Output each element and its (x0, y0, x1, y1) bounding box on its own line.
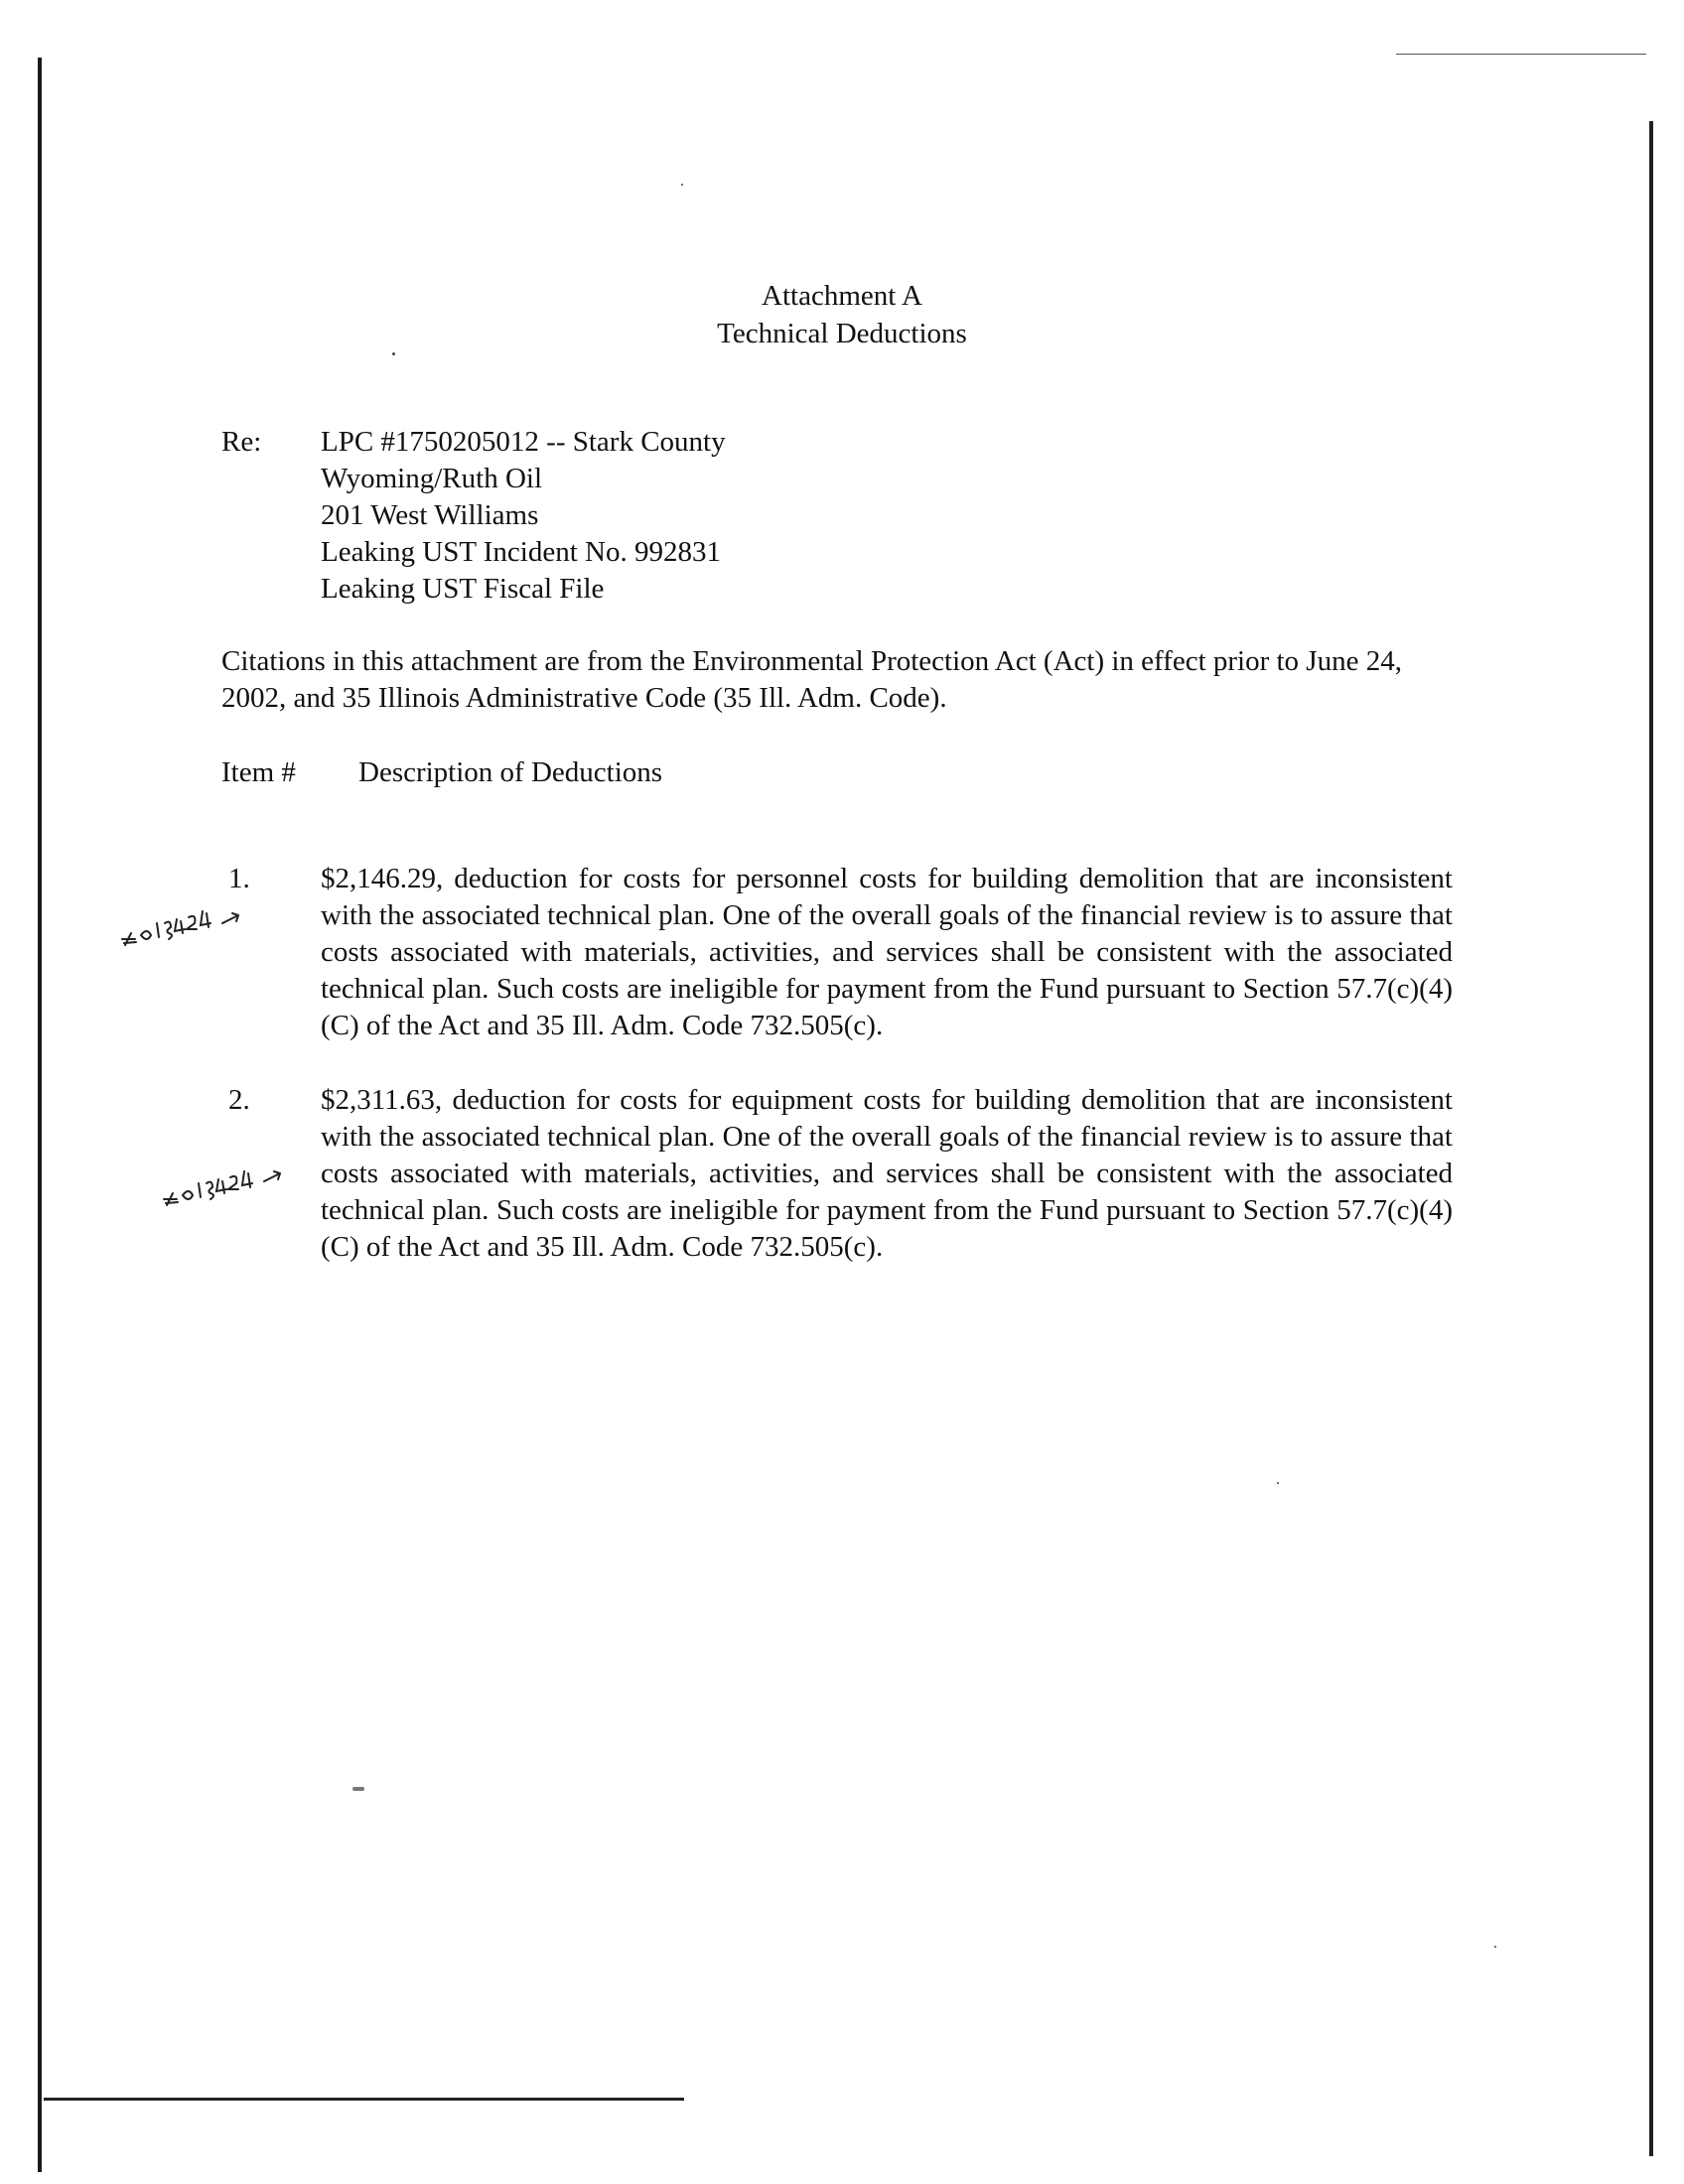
re-line-incident: Leaking UST Incident No. 992831 (321, 536, 721, 568)
scan-speck (1494, 1946, 1496, 1948)
scan-edge-left (38, 58, 42, 2172)
scan-edge-bottom (44, 2098, 684, 2101)
item-number: 2. (228, 1084, 250, 1116)
attachment-title: Attachment A (762, 280, 922, 312)
re-line-lpc: LPC #1750205012 -- Stark County (321, 426, 726, 458)
re-line-site: Wyoming/Ruth Oil (321, 463, 543, 494)
scan-speck (352, 1787, 364, 1791)
item-number: 1. (228, 863, 250, 894)
re-line-address: 201 West Williams (321, 499, 539, 531)
re-label: Re: (221, 426, 262, 458)
scan-speck (392, 352, 395, 355)
attachment-subtitle: Technical Deductions (717, 318, 967, 349)
re-lines (321, 424, 726, 608)
document-header (0, 277, 1684, 352)
column-item-number: Item # (221, 756, 296, 788)
handwritten-note-icon (117, 895, 246, 955)
handwritten-note-icon (159, 1152, 288, 1211)
item-description: $2,311.63, deduction for costs for equipment costs for building demolition that are inconsistent with the associated technical plan. One of the overall goals of the financial review is to assure that costs associated with materials, activities, and services shall be consistent with the associated technical plan. Such costs are ineligible for payment from the Fund pursuant to Section 57.7(c)(4)(C) of the Act and 35 Ill. Adm. Code 732.505(c). (321, 1084, 1453, 1263)
item-description: $2,146.29, deduction for costs for personnel costs for building demolition that are inconsistent with the associated technical plan. One of the overall goals of the financial review is to assure that costs associated with materials, activities, and services shall be consistent with the associated technical plan. Such costs are ineligible for payment from the Fund pursuant to Section 57.7(c)(4)(C) of the Act and 35 Ill. Adm. Code 732.505(c). (321, 863, 1453, 1041)
scan-speck (1277, 1482, 1279, 1484)
citations-paragraph: Citations in this attachment are from the Environmental Protection Act (Act) in effect prior to June 24, 2002, and 35 Illinois Administrative Code (35 Ill. Adm. Code). (221, 645, 1402, 714)
scan-edge-top (1396, 54, 1646, 55)
column-description: Description of Deductions (358, 756, 663, 788)
scan-edge-right (1649, 121, 1653, 2156)
re-line-file: Leaking UST Fiscal File (321, 573, 605, 605)
scan-speck (681, 184, 683, 186)
